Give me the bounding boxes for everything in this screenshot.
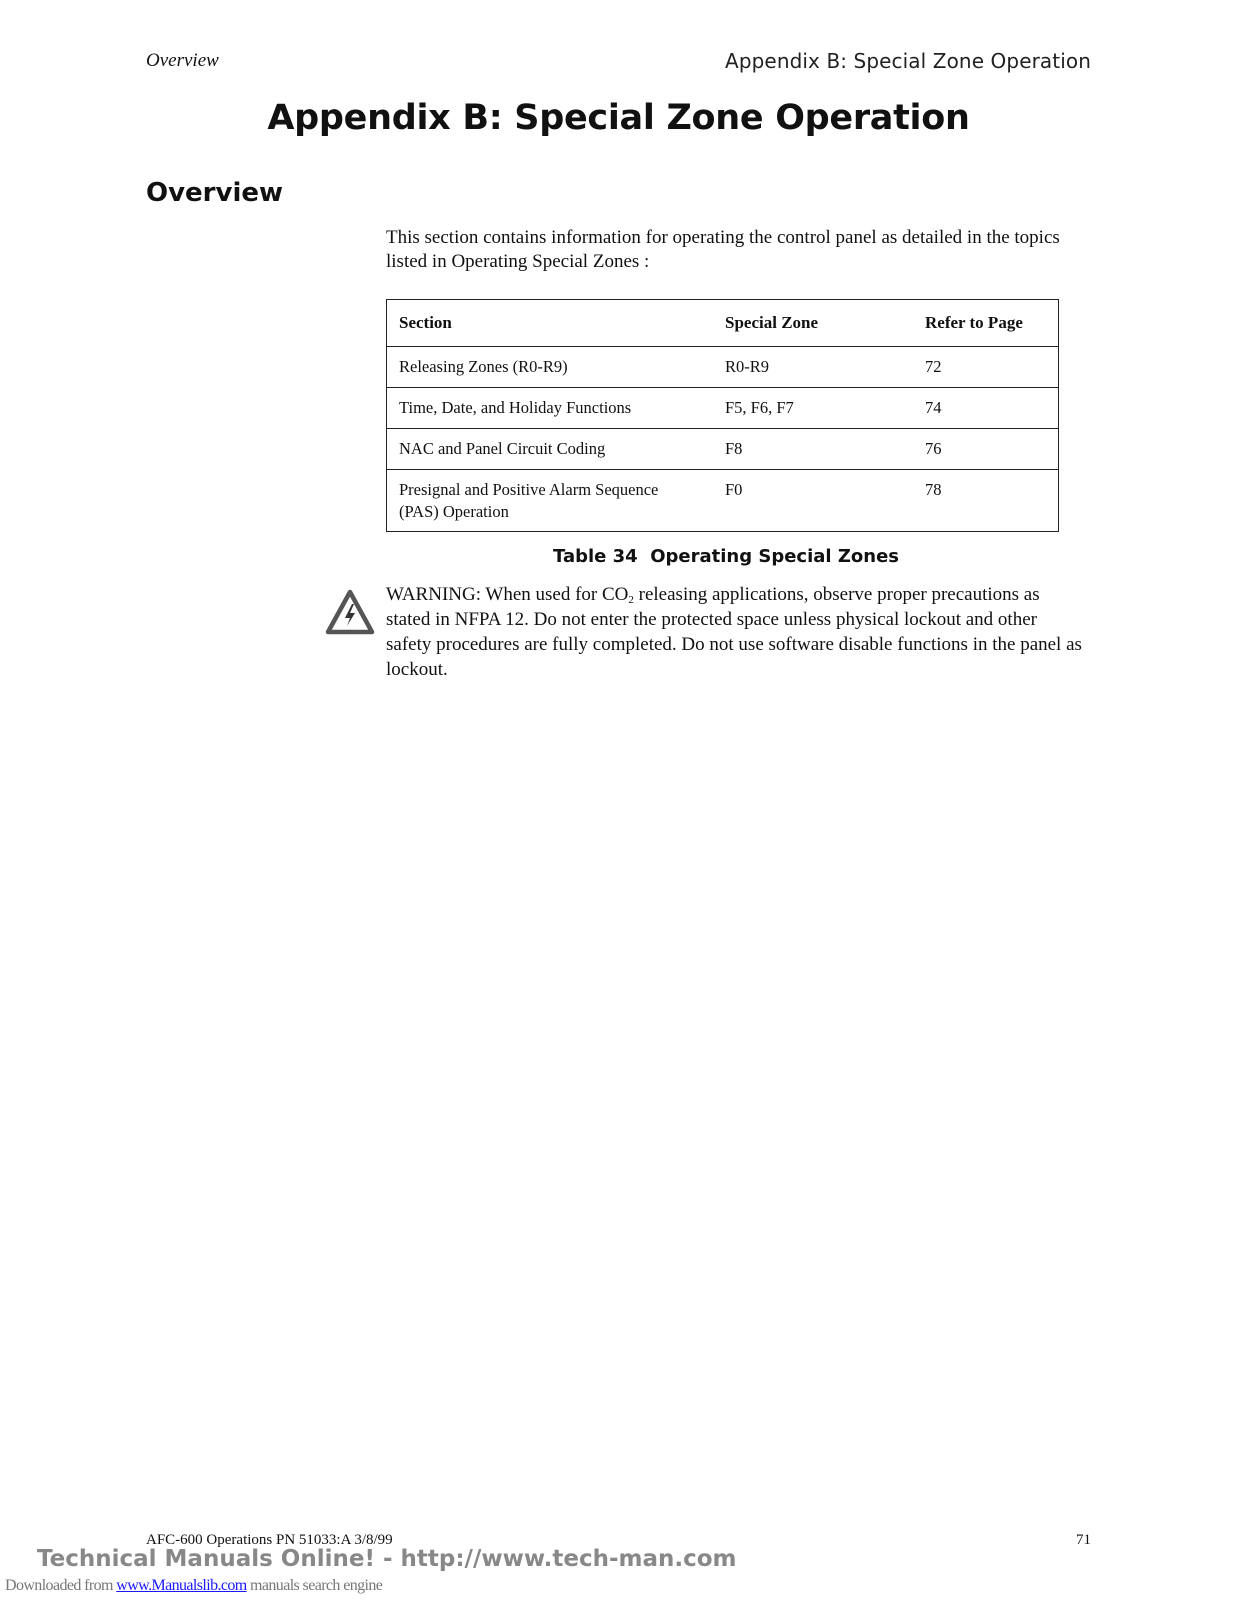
table-caption-text: Operating Special Zones	[650, 546, 900, 567]
table-caption	[386, 546, 1066, 567]
intro-paragraph: This section contains information for operating the control panel as detailed in the topics listed in Operating Special Zones :	[386, 227, 1060, 272]
cell-section: Presignal and Positive Alarm Sequence (PAS) Operation	[387, 470, 714, 532]
column-header-refer-to-page: Refer to Page	[913, 300, 1059, 347]
co2-subscript: 2	[628, 594, 634, 606]
cell-section: Time, Date, and Holiday Functions	[387, 388, 714, 429]
table-row	[387, 429, 1059, 470]
table-header-row	[387, 300, 1059, 347]
cell-section: Releasing Zones (R0-R9)	[387, 347, 714, 388]
cell-special-zone: R0-R9	[713, 347, 913, 388]
running-header-left: Overview	[146, 50, 219, 71]
column-header-special-zone: Special Zone	[713, 300, 913, 347]
table-row	[387, 388, 1059, 429]
cell-section: NAC and Panel Circuit Coding	[387, 429, 714, 470]
column-header-section: Section	[387, 300, 714, 347]
watermark-suffix: manuals search engine	[246, 1577, 383, 1594]
cell-page: 74	[913, 388, 1059, 429]
table-caption-number: Table 34	[552, 546, 638, 567]
cell-special-zone: F8	[713, 429, 913, 470]
watermark-tech-man: Technical Manuals Online! - http://www.tech-man.com	[37, 1546, 737, 1572]
running-header-right: Appendix B: Special Zone Operation	[725, 49, 1091, 73]
cell-page: 78	[913, 470, 1059, 532]
watermark-manualslib	[5, 1577, 382, 1595]
warning-triangle-lightning-icon	[325, 589, 375, 635]
cell-page: 76	[913, 429, 1059, 470]
table-row	[387, 347, 1059, 388]
page-title: Appendix B: Special Zone Operation	[267, 98, 970, 138]
cell-page: 72	[913, 347, 1059, 388]
watermark-prefix: Downloaded from	[5, 1577, 117, 1594]
cell-special-zone: F0	[713, 470, 913, 532]
warning-text-part1: WARNING: When used for CO	[386, 584, 629, 605]
manualslib-link[interactable]: www.Manualslib.com	[116, 1577, 247, 1594]
special-zones-table	[386, 299, 1059, 532]
warning-text-part2: releasing applications, observe proper precautions as stated in NFPA 12. Do not enter the protected space unless physical lockout and other safety procedures are fully completed. Do not use software disable functions in the panel as lockout.	[386, 584, 1082, 680]
section-heading: Overview	[146, 178, 284, 208]
table-row	[387, 470, 1059, 532]
cell-special-zone: F5, F6, F7	[713, 388, 913, 429]
footer-page-number: 71	[1076, 1532, 1091, 1548]
warning-text	[386, 582, 1086, 682]
footer-document-id: AFC-600 Operations PN 51033:A 3/8/99	[146, 1532, 393, 1548]
